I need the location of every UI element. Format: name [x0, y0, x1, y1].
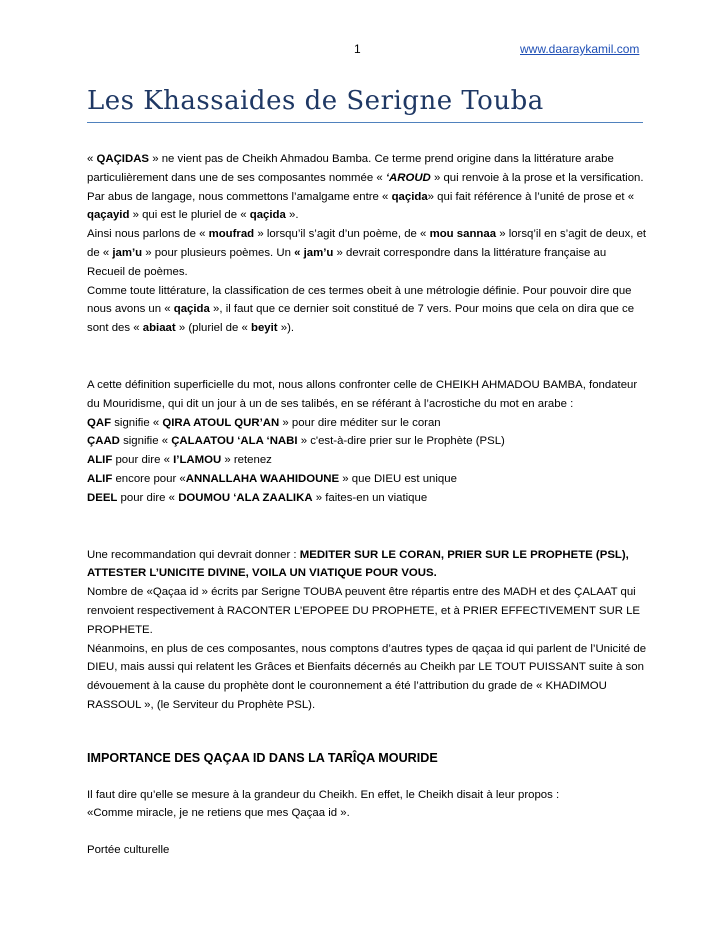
- text-run: » qui renvoie à la prose et la versification.: [430, 171, 644, 184]
- text-run: » (pluriel de «: [175, 322, 252, 335]
- text-run: », il faut que ce dernier soit constitué de 7 vers. Pour moins que cela on dira que ce sont des «: [87, 303, 635, 335]
- paragraph-nombre-qacaa: Nombre de «Qaçaa id » écrits par Serigne TOUBA peuvent être répartis entre des MADH et des ÇALAAT qui renvoient respectivement à RACONTER L’EPOPEE DU PROPHETE, et à PRIER EFFECTIVEMENT SUR LE PROPHETE.: [87, 586, 641, 636]
- term-bold: ANNALLAHA WAAHIDOUNE: [185, 472, 340, 485]
- text-run: «: [87, 153, 97, 165]
- text-run: » qui fait référence à l’unité de prose et «: [427, 190, 635, 203]
- text-run: » lorsqu’il s’agit d’un poème, de «: [254, 228, 430, 241]
- term-bold: I’LAMOU: [173, 454, 222, 467]
- term-bold: qaçida: [249, 209, 286, 222]
- text-run: » faites-en un viatique: [312, 491, 428, 504]
- document-title: Les Khassaides de Serigne Touba: [87, 86, 643, 123]
- term-bold: abiaat: [142, 322, 176, 335]
- text-run: pour dire «: [112, 454, 174, 467]
- term-bold: jam’u: [112, 246, 143, 259]
- paragraph-qacidas: [87, 150, 647, 188]
- text-run: » lorsq’il en s’agit de deux, et de «: [87, 228, 647, 259]
- text-run: pour dire «: [117, 491, 179, 504]
- term-bold: moufrad: [208, 228, 255, 241]
- letter-bold: ALIF: [87, 454, 113, 467]
- term-bold-italic: ‘AROUD: [385, 171, 431, 184]
- text-run: » pour plusieurs poèmes. Un: [142, 246, 295, 259]
- term-bold: « jam’u: [294, 246, 334, 259]
- paragraph-recommandation: [87, 546, 647, 584]
- recommendation-bold: MEDITER SUR LE CORAN, PRIER SUR LE PROPHETE (PSL), ATTESTER L’UNICITE DIVINE, VOILA UN VIATIQUE POUR VOUS.: [87, 548, 629, 580]
- text-run: » que DIEU est unique: [339, 472, 457, 485]
- text-run: » qui est le pluriel de «: [129, 209, 250, 222]
- text-run: Une recommandation qui devrait donner :: [87, 548, 300, 561]
- acrostic-line-caad: [87, 432, 647, 451]
- letter-bold: DEEL: [87, 491, 118, 504]
- text-run: Ainsi nous parlons de «: [87, 228, 209, 241]
- text-run: »).: [277, 322, 295, 335]
- text-run: » devrait correspondre dans la littérature française au Recueil de poèmes.: [87, 246, 607, 278]
- acrostic-line-deel: [87, 489, 647, 508]
- term-bold: QIRA ATOUL QUR’AN: [162, 416, 280, 429]
- website-link[interactable]: www.daaraykamil.com: [520, 42, 640, 56]
- paragraph-amalgame: [87, 188, 647, 226]
- acrostic-line-alif-2: [87, 470, 647, 489]
- acrostic-line-qaf: [87, 414, 647, 433]
- text-run: ».: [285, 209, 299, 222]
- text-run: » retenez: [221, 454, 272, 467]
- section-heading-importance: IMPORTANCE DES QAÇAA ID DANS LA TARÎQA MOURIDE: [87, 750, 438, 765]
- term-bold: mou sannaa: [429, 228, 497, 241]
- text-run: » c'est-à-dire prier sur le Prophète (PSL): [297, 435, 505, 448]
- text-run: Par abus de langage, nous commettons l’amalgame entre «: [87, 190, 392, 203]
- term-bold: beyit: [251, 322, 278, 335]
- term-bold: qaçida: [173, 303, 210, 316]
- term-bold: ÇALAATOU ‘ALA ‘NABI: [171, 435, 298, 448]
- paragraph-neanmoins: Néanmoins, en plus de ces composantes, nous comptons d’autres types de qaçaa id qui parlent de l’Unicité de DIEU, mais aussi qui relatent les Grâces et Bienfaits décernés au Cheikh par LE TOUT PUISSANT suite à son dévouement à la cause du prophète dont le couronnement a été l’attribution du grade de « KHADIMOU RASSOUL », (le Serviteur du Prophète PSL).: [87, 642, 647, 711]
- paragraph-grandeur: Il faut dire qu’elle se mesure à la grandeur du Cheikh. En effet, le Cheikh disait à leur propos :: [87, 788, 560, 801]
- text-run: » pour dire méditer sur le coran: [279, 416, 441, 429]
- page-number: 1: [354, 42, 361, 56]
- term-bold: qaçayid: [87, 209, 130, 222]
- acrostic-line-alif: [87, 451, 647, 470]
- text-run: signifie «: [119, 435, 172, 448]
- paragraph-miracle-quote: «Comme miracle, je ne retiens que mes Qaçaa id ».: [87, 807, 350, 820]
- letter-bold: QAF: [87, 416, 112, 429]
- paragraph-metrologie: [87, 282, 647, 338]
- text-run: encore pour «: [112, 472, 186, 485]
- paragraph-moufrad: [87, 225, 647, 281]
- paragraph-definition-cheikh: A cette définition superficielle du mot, nous allons confronter celle de CHEIKH AHMADOU BAMBA, fondateur du Mouridisme, qui dit un jour à un de ses talibés, en se référant à l’acrostiche du mot en arabe :: [87, 378, 638, 410]
- letter-bold: ALIF: [87, 472, 113, 485]
- term-bold: QAÇIDAS: [96, 153, 150, 165]
- term-bold: DOUMOU ‘ALA ZAALIKA: [178, 491, 313, 504]
- letter-bold: ÇAAD: [87, 435, 120, 448]
- term-bold: qaçida: [391, 190, 428, 203]
- subheading-portee-culturelle: Portée culturelle: [87, 844, 170, 857]
- document-body: [87, 150, 647, 860]
- text-run: » ne vient pas de Cheikh Ahmadou Bamba. Ce terme prend origine dans la littérature arabe particulièrement dans une de ses composantes nommée «: [87, 153, 614, 184]
- text-run: Comme toute littérature, la classification de ces termes obeit à une métrologie définie. Pour pouvoir dire que nous avons un «: [87, 284, 632, 316]
- text-run: signifie «: [111, 416, 163, 429]
